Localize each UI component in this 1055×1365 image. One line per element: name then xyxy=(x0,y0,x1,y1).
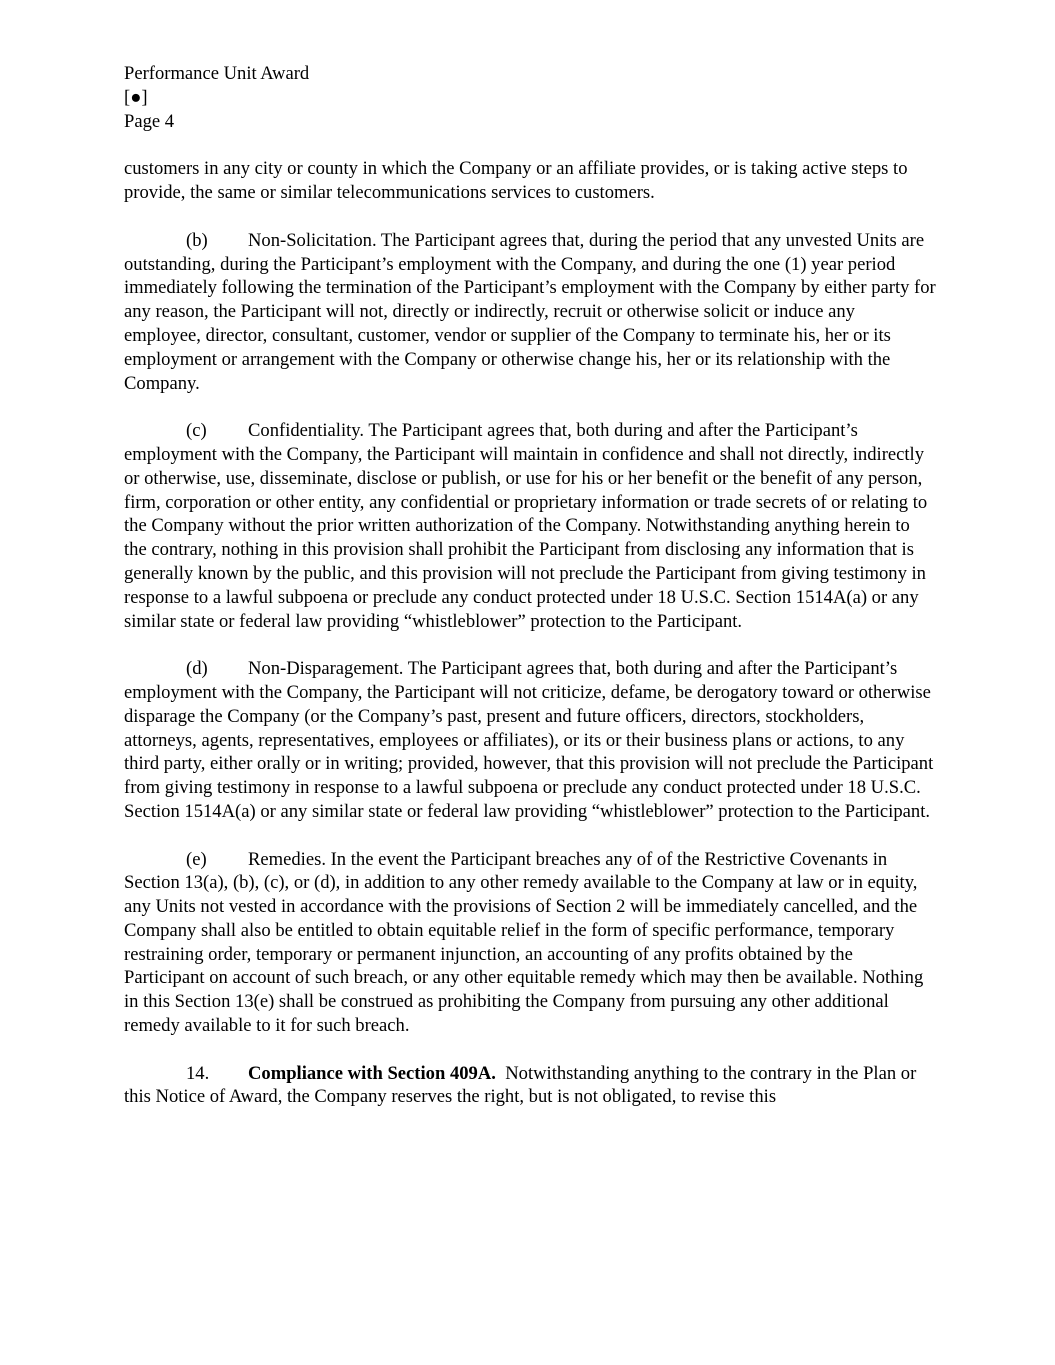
section-b-label: (b) xyxy=(186,229,208,251)
continuation-paragraph: customers in any city or county in which the Company or an affiliate provides, or is taking active steps to provide, the same or similar telecommunications services to customers. xyxy=(124,158,908,204)
section-b-paragraph xyxy=(124,229,936,396)
section-b-text: Non-Solicitation. The Participant agrees that, during the period that any unvested Units are outstanding, during the Participant’s employment with the Company, and during the one (1) year period immediately following the termination of the Participant’s employment with the Company by either party for any reason, the Participant will not, directly or indirectly, recruit or otherwise solicit or induce any employee, director, consultant, customer, vendor or supplier of the Company to terminate his, her or its employment or arrangement with the Company or otherwise change his, her or its relationship with the Company. xyxy=(124,229,936,394)
header-title: Performance Unit Award xyxy=(124,63,310,84)
section-d-label: (d) xyxy=(186,658,208,680)
header-page-number: Page 4 xyxy=(124,110,175,132)
section-14-title: Compliance with Section 409A. xyxy=(248,1062,496,1084)
section-c-text: Confidentiality. The Participant agrees that, both during and after the Participant’s employment with the Company, the Participant will maintain in confidence and shall not directly, indirectly or otherwise, use, disseminate, disclose or publish, or use for his or her benefit or the benefit of any person, firm, corporation or other entity, any confidential or proprietary information or trade secrets of or relating to the Company without the prior written authorization of the Company. Notwithstanding anything herein to the contrary, nothing in this provision shall prohibit the Participant from disclosing any information that is generally known by the public, and this provision will not preclude the Participant from giving testimony in response to a lawful subpoena or preclude any conduct protected under 18 U.S.C. Section 1514A(a) or any similar state or federal law providing “whistleblower” protection to the Participant. xyxy=(124,420,928,632)
section-14-label: 14. xyxy=(186,1062,210,1084)
section-d-paragraph xyxy=(124,657,936,824)
page-header xyxy=(124,62,936,133)
section-14-text: Notwithstanding anything to the contrary in the Plan or this Notice of Award, the Company reserves the right, but is not obligated, to revise this xyxy=(124,1062,921,1108)
document-page xyxy=(124,62,936,1133)
section-e-label: (e) xyxy=(186,848,207,870)
section-c-label: (c) xyxy=(186,420,207,442)
section-e-text: Remedies. In the event the Participant breaches any of of the Restrictive Covenants in Section 13(a), (b), (c), or (d), in addition to any other remedy available to the Company at law or in equity, any Units not vested in accordance with the provisions of Section 2 will be immediately cancelled, and the Company shall also be entitled to obtain equitable relief in the form of specific performance, temporary restraining order, temporary or permanent injunction, an accounting of any profits obtained by the Participant on account of such breach, or any other equitable remedy which may then be available. Nothing in this Section 13(e) shall be construed as prohibiting the Company from pursuing any other additional remedy available to it for such breach. xyxy=(124,848,924,1037)
header-placeholder: [●] xyxy=(124,86,148,108)
section-c-paragraph xyxy=(124,419,936,633)
section-14-paragraph xyxy=(124,1062,936,1110)
section-e-paragraph xyxy=(124,848,936,1038)
section-d-text: Non-Disparagement. The Participant agrees that, both during and after the Participant’s employment with the Company, the Participant will not criticize, defame, be derogatory toward or otherwise disparage the Company (or the Company’s past, present and future officers, directors, stockholders, attorneys, agents, representatives, employees or affiliates), or its or their business plans or actions, to any third party, either orally or in writing; provided, however, that this provision will not preclude the Participant from giving testimony in response to a lawful subpoena or preclude any conduct protected under 18 U.S.C. Section 1514A(a) or any similar state or federal law providing “whistleblower” protection to the Participant. xyxy=(124,658,934,822)
